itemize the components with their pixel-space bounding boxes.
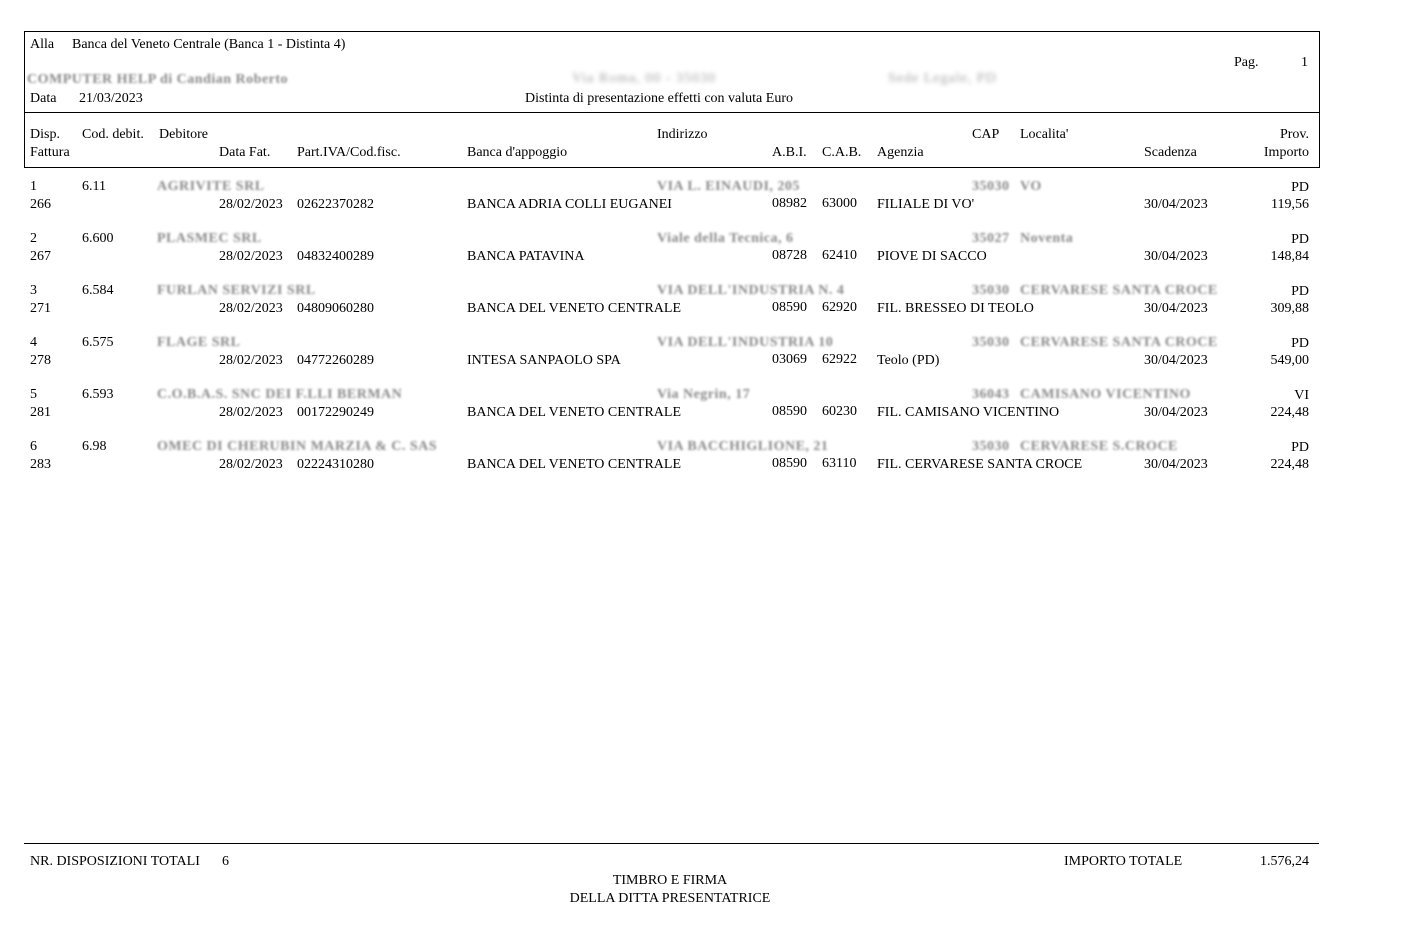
row-scadenza: 30/04/2023 [1144, 353, 1208, 368]
row-disp: 4 [30, 335, 37, 350]
row-cap: 35027 [972, 231, 1010, 246]
row-cap: 36043 [972, 387, 1010, 402]
row-localita: CERVARESE S.CROCE [1020, 439, 1178, 454]
row-debitore: C.O.B.A.S. SNC DEI F.LLI BERMAN [157, 387, 403, 402]
row-abi: 08590 [772, 404, 807, 419]
row-data-fat: 28/02/2023 [219, 249, 283, 264]
col-disp: Disp. [30, 127, 60, 142]
footer-divider [24, 843, 1319, 844]
document-subtitle: Distinta di presentazione effetti con valuta Euro [525, 91, 793, 106]
company-address: Via Roma, 00 - 35030 [572, 71, 716, 86]
row-banca: BANCA DEL VENETO CENTRALE [467, 457, 682, 472]
row-localita: Noventa [1020, 231, 1074, 246]
row-indirizzo: VIA L. EINAUDI, 205 [657, 179, 800, 194]
table-row [0, 335, 1401, 371]
company-name: COMPUTER HELP di Candian Roberto [27, 72, 289, 87]
page-number: 1 [1301, 55, 1308, 70]
row-importo: 549,00 [1270, 353, 1309, 368]
row-cab: 60230 [822, 404, 857, 419]
row-indirizzo: Via Negrin, 17 [657, 387, 751, 402]
row-scadenza: 30/04/2023 [1144, 301, 1208, 316]
row-banca: INTESA SANPAOLO SPA [467, 353, 621, 368]
row-localita: CERVARESE SANTA CROCE [1020, 283, 1218, 298]
row-scadenza: 30/04/2023 [1144, 197, 1208, 212]
row-agenzia: FIL. CAMISANO VICENTINO [877, 405, 1060, 420]
data-label: Data [30, 91, 57, 106]
row-cab: 62922 [822, 352, 857, 367]
row-banca: BANCA DEL VENETO CENTRALE [467, 405, 682, 420]
table-row [0, 179, 1401, 215]
bank-title: Banca del Veneto Centrale (Banca 1 - Distinta 4) [72, 37, 346, 52]
row-prov: PD [1291, 336, 1309, 351]
row-cap: 35030 [972, 179, 1010, 194]
col-agenzia: Agenzia [877, 145, 924, 160]
col-banca: Banca d'appoggio [467, 145, 568, 160]
row-prov: VI [1294, 388, 1309, 403]
importo-totale-value: 1.576,24 [1260, 854, 1309, 869]
table-row [0, 439, 1401, 475]
row-piva: 02224310280 [297, 457, 374, 472]
alla-label: Alla [30, 37, 55, 52]
col-abi: A.B.I. [772, 145, 807, 160]
col-partiva: Part.IVA/Cod.fisc. [297, 145, 401, 160]
row-cod: 6.98 [82, 439, 107, 454]
page-label: Pag. [1234, 55, 1259, 70]
row-data-fat: 28/02/2023 [219, 301, 283, 316]
row-importo: 224,48 [1270, 405, 1309, 420]
row-cab: 62920 [822, 300, 857, 315]
row-cap: 35030 [972, 335, 1010, 350]
row-prov: PD [1291, 232, 1309, 247]
col-cod-debit: Cod. debit. [82, 127, 144, 142]
row-prov: PD [1291, 284, 1309, 299]
row-abi: 08728 [772, 248, 807, 263]
row-cod: 6.11 [82, 179, 106, 194]
row-indirizzo: VIA DELL'INDUSTRIA 10 [657, 335, 834, 350]
row-cap: 35030 [972, 283, 1010, 298]
row-data-fat: 28/02/2023 [219, 353, 283, 368]
row-localita: VO [1020, 179, 1042, 194]
col-scadenza: Scadenza [1144, 145, 1197, 160]
company-city: Sede Legale, PD [888, 71, 997, 86]
row-scadenza: 30/04/2023 [1144, 249, 1208, 264]
row-abi: 03069 [772, 352, 807, 367]
row-fattura: 271 [30, 301, 51, 316]
table-row [0, 283, 1401, 319]
col-cab: C.A.B. [822, 145, 862, 160]
row-indirizzo: VIA BACCHIGLIONE, 21 [657, 439, 829, 454]
row-agenzia: FIL. CERVARESE SANTA CROCE [877, 457, 1083, 472]
row-piva: 00172290249 [297, 405, 374, 420]
row-cod: 6.593 [82, 387, 114, 402]
nr-disposizioni-value: 6 [222, 854, 229, 869]
data-value: 21/03/2023 [79, 91, 143, 106]
row-disp: 5 [30, 387, 37, 402]
row-localita: CERVARESE SANTA CROCE [1020, 335, 1218, 350]
row-data-fat: 28/02/2023 [219, 197, 283, 212]
col-debitore: Debitore [159, 127, 208, 142]
row-data-fat: 28/02/2023 [219, 405, 283, 420]
row-debitore: AGRIVITE SRL [157, 179, 265, 194]
timbro-line2: DELLA DITTA PRESENTATRICE [569, 891, 771, 906]
row-agenzia: Teolo (PD) [877, 353, 940, 368]
row-debitore: OMEC DI CHERUBIN MARZIA & C. SAS [157, 439, 438, 454]
row-banca: BANCA DEL VENETO CENTRALE [467, 301, 682, 316]
row-importo: 148,84 [1270, 249, 1309, 264]
row-scadenza: 30/04/2023 [1144, 457, 1208, 472]
row-importo: 224,48 [1270, 457, 1309, 472]
row-piva: 02622370282 [297, 197, 374, 212]
col-localita: Localita' [1020, 127, 1069, 142]
table-row [0, 387, 1401, 423]
row-cab: 63000 [822, 196, 857, 211]
row-disp: 3 [30, 283, 37, 298]
row-fattura: 283 [30, 457, 51, 472]
row-fattura: 266 [30, 197, 51, 212]
row-disp: 1 [30, 179, 37, 194]
row-cod: 6.600 [82, 231, 114, 246]
row-indirizzo: VIA DELL'INDUSTRIA N. 4 [657, 283, 845, 298]
row-piva: 04772260289 [297, 353, 374, 368]
col-data-fat: Data Fat. [219, 145, 271, 160]
col-fattura: Fattura [30, 145, 70, 160]
row-fattura: 267 [30, 249, 51, 264]
row-piva: 04809060280 [297, 301, 374, 316]
row-piva: 04832400289 [297, 249, 374, 264]
row-banca: BANCA ADRIA COLLI EUGANEI [467, 197, 672, 212]
row-fattura: 278 [30, 353, 51, 368]
timbro-line1: TIMBRO E FIRMA [612, 873, 728, 888]
row-prov: PD [1291, 440, 1309, 455]
row-debitore: FURLAN SERVIZI SRL [157, 283, 316, 298]
row-cab: 62410 [822, 248, 857, 263]
row-scadenza: 30/04/2023 [1144, 405, 1208, 420]
col-importo: Importo [1263, 145, 1309, 160]
row-abi: 08590 [772, 456, 807, 471]
row-localita: CAMISANO VICENTINO [1020, 387, 1191, 402]
row-cod: 6.584 [82, 283, 114, 298]
header-divider [24, 112, 1319, 113]
table-row [0, 231, 1401, 267]
row-debitore: FLAGE SRL [157, 335, 241, 350]
importo-totale-label: IMPORTO TOTALE [1064, 854, 1183, 869]
row-agenzia: PIOVE DI SACCO [877, 249, 987, 264]
row-disp: 2 [30, 231, 37, 246]
row-agenzia: FILIALE DI VO' [877, 197, 975, 212]
row-agenzia: FIL. BRESSEO DI TEOLO [877, 301, 1034, 316]
row-fattura: 281 [30, 405, 51, 420]
row-abi: 08982 [772, 196, 807, 211]
row-abi: 08590 [772, 300, 807, 315]
row-data-fat: 28/02/2023 [219, 457, 283, 472]
row-importo: 119,56 [1271, 197, 1309, 212]
row-prov: PD [1291, 180, 1309, 195]
col-cap: CAP [972, 127, 1000, 142]
nr-disposizioni-label: NR. DISPOSIZIONI TOTALI [30, 854, 200, 869]
row-cod: 6.575 [82, 335, 114, 350]
row-cap: 35030 [972, 439, 1010, 454]
col-prov: Prov. [1279, 127, 1309, 142]
row-importo: 309,88 [1270, 301, 1309, 316]
row-banca: BANCA PATAVINA [467, 249, 585, 264]
row-disp: 6 [30, 439, 37, 454]
row-indirizzo: Viale della Tecnica, 6 [657, 231, 794, 246]
row-debitore: PLASMEC SRL [157, 231, 262, 246]
col-indirizzo: Indirizzo [657, 127, 708, 142]
row-cab: 63110 [822, 456, 857, 471]
